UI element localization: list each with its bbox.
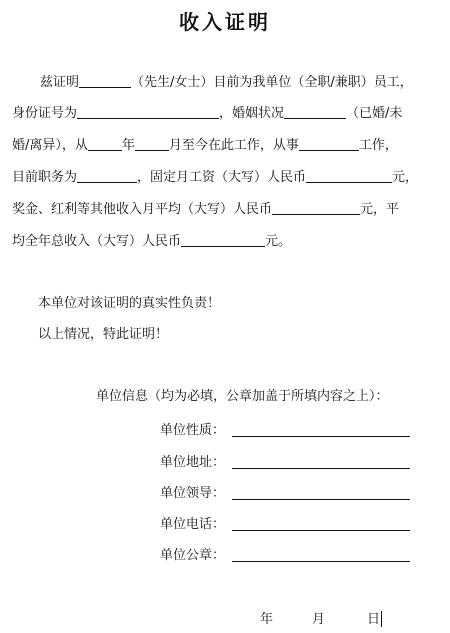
unit-leader-input-line[interactable] [232, 499, 410, 500]
text-from: 婚/离异），从 [12, 138, 88, 153]
text-yuan-3: 元。 [265, 234, 292, 249]
date-day: 日 [367, 612, 381, 627]
text-position: 目前职务为 [12, 170, 78, 185]
text-marital-options: （已婚/未 [346, 106, 403, 121]
field-label-unit-seal: 单位公章： [160, 548, 226, 563]
text-monthly-salary: ，固定月工资（大写）人民币 [137, 170, 307, 185]
id-number-blank[interactable] [77, 106, 219, 119]
text-marital-status: ，婚姻状况 [219, 106, 285, 121]
work-type-blank[interactable] [299, 138, 359, 151]
field-label-unit-phone: 单位电话： [160, 517, 226, 532]
text-yuan-2: 元，平 [360, 202, 400, 217]
name-blank[interactable] [79, 75, 131, 88]
text-annual-income: 均全年总收入（大写）人民币 [12, 234, 182, 249]
date-year: 年 [260, 612, 274, 627]
paragraph-line-6 [12, 234, 440, 250]
statement-authenticity: 本单位对该证明的真实性负责！ [38, 296, 221, 311]
start-year-blank[interactable] [88, 138, 122, 151]
text-id-number: 身份证号为 [12, 106, 78, 121]
date-month: 月 [312, 612, 326, 627]
text-year: 年 [121, 138, 135, 153]
text-certify: 兹证明 [40, 75, 80, 90]
text-work-engaged: 月至今在此工作，从事 [168, 138, 299, 153]
text-employee-type: （先生/女士）目前为我单位（全职/兼职）员工， [131, 75, 413, 90]
paragraph-line-5 [12, 202, 440, 218]
text-work: 工作， [358, 138, 398, 153]
paragraph-line-4 [12, 170, 440, 186]
bonus-blank[interactable] [272, 202, 360, 215]
annual-income-blank[interactable] [181, 234, 265, 247]
start-month-blank[interactable] [135, 138, 169, 151]
monthly-salary-blank[interactable] [306, 170, 392, 183]
text-bonus: 奖金、红利等其他收入月平均（大写）人民币 [12, 202, 273, 217]
field-label-unit-address: 单位地址： [160, 455, 226, 470]
statement-hereby-certify: 以上情况，特此证明！ [38, 327, 169, 342]
paragraph-line-3 [12, 138, 440, 154]
unit-address-input-line[interactable] [232, 468, 410, 469]
text-cursor [381, 611, 382, 627]
position-blank[interactable] [77, 170, 137, 183]
document-title: 收入证明 [179, 10, 271, 34]
text-yuan-1: 元， [392, 170, 419, 185]
unit-phone-input-line[interactable] [232, 530, 410, 531]
paragraph-line-1 [40, 75, 440, 91]
field-label-unit-leader: 单位领导： [160, 486, 226, 501]
marital-status-blank[interactable] [284, 106, 346, 119]
unit-nature-input-line[interactable] [232, 436, 410, 437]
field-label-unit-nature: 单位性质： [160, 423, 226, 438]
unit-seal-input-line[interactable] [232, 561, 410, 562]
unit-info-heading: 单位信息（均为必填，公章加盖于所填内容之上）： [96, 389, 389, 404]
paragraph-line-2 [12, 106, 440, 122]
